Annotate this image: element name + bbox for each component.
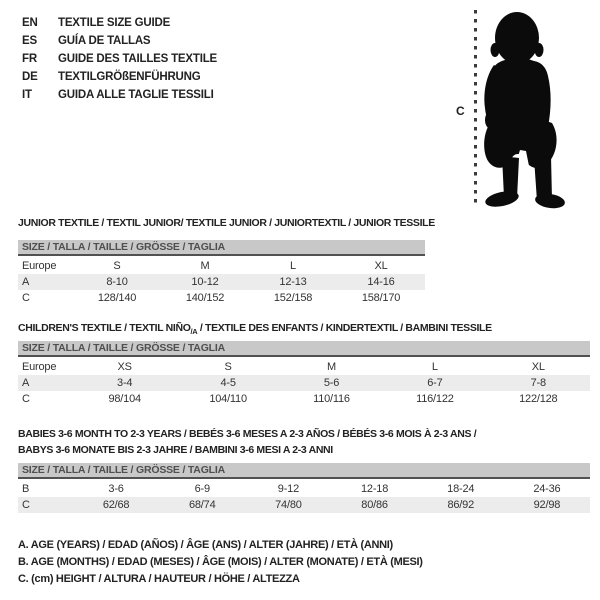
table-cell: 6-9 (194, 483, 210, 495)
language-title: GUIDA ALLE TAGLIE TESSILI (58, 89, 214, 101)
row-label: B (22, 483, 30, 495)
table-cell: 24-36 (533, 483, 561, 495)
children-title-subscript: /A (190, 327, 198, 337)
language-title: TEXTILGRÖßENFÜHRUNG (58, 71, 201, 83)
language-title: TEXTILE SIZE GUIDE (58, 17, 171, 29)
language-code: FR (22, 53, 37, 65)
language-row-fr (22, 50, 217, 68)
babies-table (18, 481, 590, 513)
table-cell: 62/68 (102, 499, 130, 511)
table-row (18, 359, 590, 375)
table-cell: 140/152 (185, 292, 225, 304)
table-cell: 8-10 (106, 276, 128, 288)
language-list (22, 14, 217, 104)
junior-table (18, 258, 425, 306)
table-cell: XS (117, 361, 132, 373)
table-cell: XL (374, 260, 388, 272)
table-cell: 92/98 (533, 499, 561, 511)
table-cell: 74/80 (275, 499, 302, 511)
row-label: A (22, 377, 30, 389)
legend-line-b: B. AGE (MONTHS) / EDAD (MESES) / ÂGE (MOIS) / ALTER (MONATE) / ETÀ (MESI) (18, 556, 423, 568)
legend-line-c: C. (cm) HEIGHT / ALTURA / HAUTEUR / HÖHE / ALTEZZA (18, 573, 300, 585)
row-label: C (22, 292, 30, 304)
table-cell: 68/74 (188, 499, 216, 511)
junior-size-header-bar: SIZE / TALLA / TAILLE / GRÖSSE / TAGLIA (18, 240, 425, 256)
row-label: A (22, 276, 30, 288)
babies-section-title (18, 426, 590, 458)
table-cell: 104/110 (209, 393, 247, 405)
height-measure-label: C (456, 104, 465, 118)
table-cell: 122/128 (519, 393, 558, 405)
table-row (18, 391, 590, 407)
toddler-silhouette-icon (478, 8, 578, 213)
table-row (18, 481, 590, 497)
table-cell: 110/116 (313, 393, 350, 405)
children-size-header-bar: SIZE / TALLA / TAILLE / GRÖSSE / TAGLIA (18, 341, 590, 357)
legend-line-a: A. AGE (YEARS) / EDAD (AÑOS) / ÂGE (ANS) / ALTER (JAHRE) / ETÀ (ANNI) (18, 539, 393, 551)
table-cell: 12-18 (361, 483, 389, 495)
table-cell: XL (531, 361, 545, 373)
table-cell: 80/86 (361, 499, 388, 511)
table-cell: 9-12 (277, 483, 300, 495)
table-cell: 6-7 (427, 377, 443, 389)
table-row (18, 274, 425, 290)
table-cell: S (113, 260, 121, 272)
table-row (18, 290, 425, 306)
table-cell: 10-12 (191, 276, 219, 288)
row-label: Europe (22, 361, 57, 373)
table-cell: L (431, 361, 438, 373)
table-cell: M (200, 260, 210, 272)
table-cell: 152/158 (273, 292, 313, 304)
row-label: C (22, 499, 30, 511)
table-cell: 14-16 (367, 276, 395, 288)
babies-title-line1: BABIES 3-6 MONTH TO 2-3 YEARS / BEBÉS 3-6 MESES A 2-3 AÑOS / BÉBÉS 3-6 MOIS À 2-3 ANS / (18, 428, 477, 440)
language-code: ES (22, 35, 37, 47)
children-title-prefix: CHILDREN'S TEXTILE / TEXTIL NIÑO (18, 322, 191, 334)
table-cell: 116/122 (416, 393, 454, 405)
children-section-title (18, 322, 492, 336)
table-cell: L (290, 260, 296, 272)
language-title: GUÍA DE TALLAS (58, 35, 151, 47)
babies-title-line2: BABYS 3-6 MONATE BIS 2-3 JAHRE / BAMBINI 3-6 MESI A 2-3 ANNI (18, 444, 333, 456)
table-cell: 128/140 (97, 292, 137, 304)
table-cell: 12-13 (279, 276, 307, 288)
row-label: Europe (22, 260, 57, 272)
junior-section-title: JUNIOR TEXTILE / TEXTIL JUNIOR/ TEXTILE JUNIOR / JUNIORTEXTIL / JUNIOR TESSILE (18, 217, 435, 229)
table-cell: 18-24 (447, 483, 475, 495)
language-row-it (22, 86, 217, 104)
language-title: GUIDE DES TAILLES TEXTILE (58, 53, 217, 65)
table-row (18, 497, 590, 513)
table-row (18, 375, 590, 391)
table-cell: 86/92 (447, 499, 474, 511)
table-cell: 158/170 (361, 292, 401, 304)
language-code: IT (22, 89, 32, 101)
table-cell: M (327, 361, 336, 373)
language-code: DE (22, 71, 38, 83)
language-row-es (22, 32, 217, 50)
row-label: C (22, 393, 30, 405)
measurement-legend (18, 537, 423, 588)
language-code: EN (22, 17, 38, 29)
children-title-suffix: / TEXTILE DES ENFANTS / KINDERTEXTIL / BAMBINI TESSILE (197, 322, 492, 334)
table-cell: 4-5 (220, 377, 236, 389)
language-row-de (22, 68, 217, 86)
table-cell: 7-8 (530, 377, 546, 389)
table-cell: 3-4 (117, 377, 133, 389)
table-row (18, 258, 425, 274)
height-dotted-line (474, 10, 477, 208)
table-cell: 98/104 (108, 393, 141, 405)
table-cell: 5-6 (323, 377, 340, 389)
table-cell: 3-6 (108, 483, 124, 495)
language-row-en (22, 14, 217, 32)
children-table (18, 359, 590, 407)
table-cell: S (224, 361, 232, 373)
babies-size-header-bar: SIZE / TALLA / TAILLE / GRÖSSE / TAGLIA (18, 463, 590, 479)
